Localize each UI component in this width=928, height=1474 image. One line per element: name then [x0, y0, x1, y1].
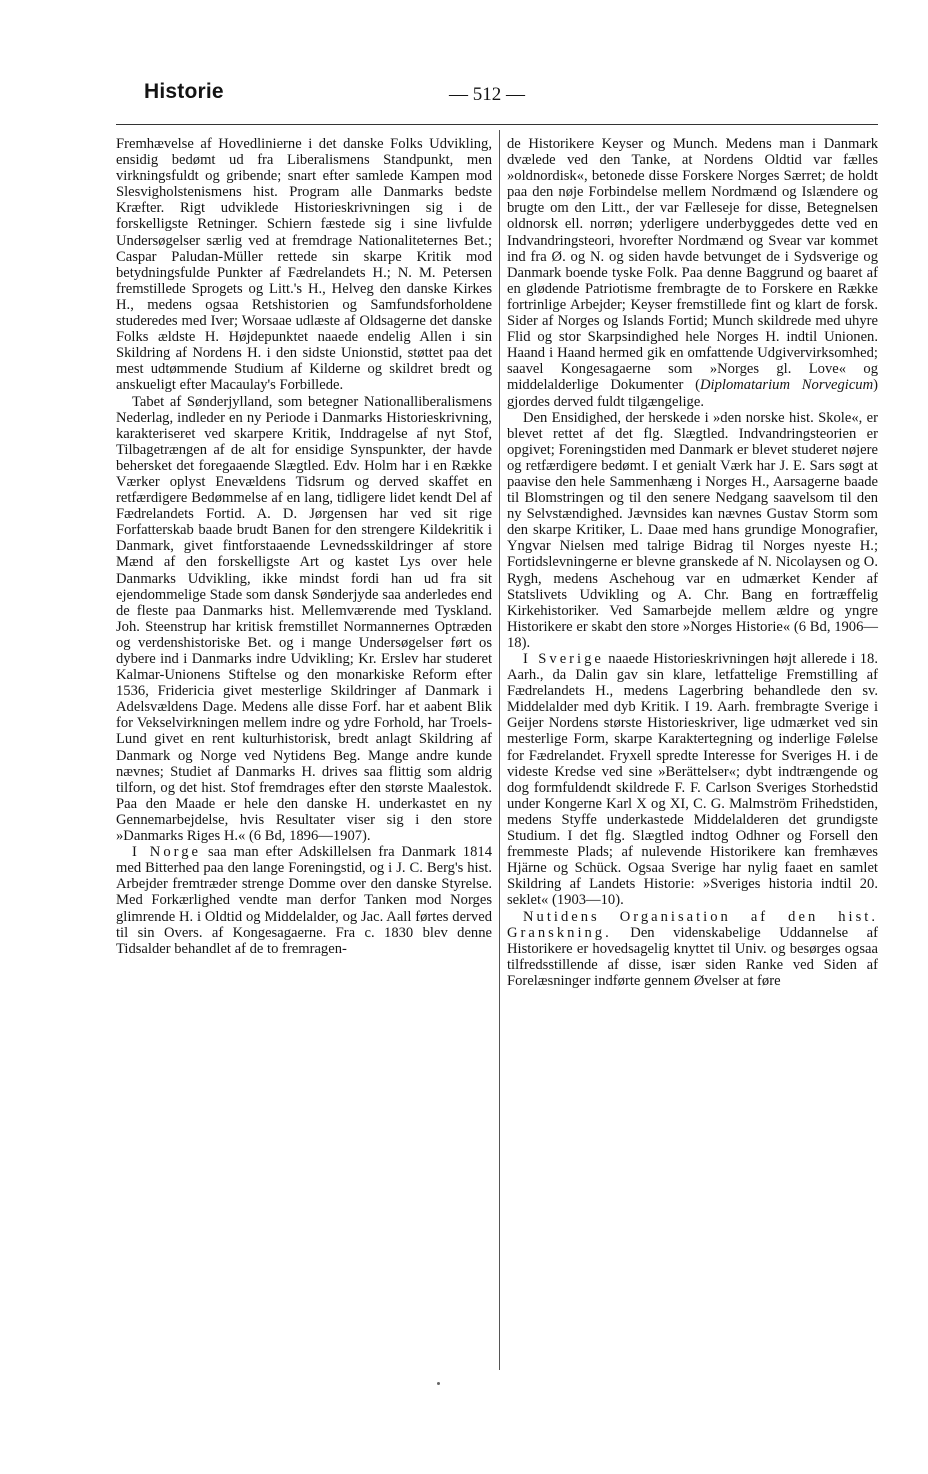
spaced-lead-word: I Sverige — [523, 651, 604, 667]
paragraph-text: Den videnskabelige Uddannelse af Historikere er hovedsagelig knyttet til Univ. og besørges ogsaa tilfredsstillende af disse, især siden Ranke ved Siden af Forelæsninger indførte gennem Øvelser at føre — [507, 924, 878, 989]
paragraph-text: ) gjordes derved fuldt tilgængelige. — [507, 377, 879, 410]
paragraph-text: naaede Historieskrivningen højt allerede i 18. Aarh., da Dalin gav sin klare, letfattelige Fremstilling af Fædrelandets H., medens Lagerbring behandlede den sv. Middelalder med dyb Kritik. I 19. Aarh. frembragte Sverige i Geijer Nordens største Historieskriver, lige udmærket ved sin mesterlige Form, skarpe Karaktertegning og inderlige Følelse for Fædrelandet. Fryxell spredte Interesse for Sveriges H. i de videste Kredse ved sine »Berättelser«; dybt indtrængende og dog formfuldendt skildrede F. F. Carlson Sveriges Storhedstid under Kongerne Karl X og XI, C. G. Malmström Frihedstiden, medens Styffe underkastede Middelalderen det grundigste Studium. I det flg. Slægtled indtog Odhner og Forsell den fremmeste Plads; af nulevende Historikere kan fremhæves Hjärne og Schück. Ogsaa Sverige har nylig faaet en samlet Skildring af Landets Historie: »Sveriges historia indtil 20. seklet« (1903—10). — [507, 651, 879, 909]
paragraph — [507, 651, 878, 909]
right-column — [507, 136, 878, 989]
paragraph: Fremhævelse af Hovedlinierne i det danske Folks Udvikling, ensidig bedømt ud fra Liberalismens Standpunkt, men virkningsfuldt og gribende; snart efter samlede Kampen mod Slesvigholstenismens hist. Program alle Danmarks bedste Kræfter. Rigt udviklede Historieskrivningen sig i de forskelligste Retninger. Schiern fæstede sig i sine livfulde Undersøgelser særlig ved at fremdrage Nationaliteternes Bet.; Caspar Paludan-Müller rettede sin skarpe Kritik mod betydningsfulde Punkter af Fædrelandets H.; N. M. Petersen fremstillede Sprogets og Litt.'s H., Helveg den danske Kirkes H., medens ogsaa Retshistorien og Samfundsforholdene studeredes med Iver; Worsaae udlæste af Oldsagerne det danske Folks ældste H. Højdepunktet naaede endelig Allen i sin Skildring af Nordens H. i den sidste Unionstid, støttet paa det mest udtømmende Studium af Kilderne og skildret bredt og anskueligt efter Macaulay's Forbillede. — [116, 136, 492, 394]
page-header — [144, 80, 879, 114]
paragraph — [507, 136, 878, 410]
left-column — [116, 136, 492, 957]
paragraph: Den Ensidighed, der herskede i »den norske hist. Skole«, er blevet rettet af det flg. Slægtled. Indvandringsteorien er opgivet; Foreningstiden med Danmark er blevet studeret nøjere og retfærdigere bedømt. I et genialt Værk har J. E. Sars søgt at paavise den hele Sammenhæng i Norges H., Aarsagerne baade til Blomstringen og til den senere Nedgang saavelsom til den ny Selvstændighed. Jævnsides kan nævnes Gustav Storm som den skarpe Kritiker, L. Daae med hans grundige Monografier, Yngvar Nielsen med talrige Bidrag til Norges nyeste H.; Fortidslevningerne er blevne granskede af N. Nicolaysen og O. Rygh, medens Aschehoug var en udmærket Kender af Statslivets Udvikling og A. Chr. Bang en fortræffelig Kirkehistoriker. Ved Samarbejde mellem ældre og yngre Historikere er skabt den store »Norges Historie« (6 Bd, 1906—18). — [507, 409, 878, 651]
page-number: — 512 — — [449, 84, 525, 105]
spaced-lead-word: I Norge — [132, 844, 202, 861]
paragraph — [116, 844, 492, 957]
paragraph-text: de Historikere Keyser og Munch. Medens man i Danmark dvælede ved den Tanke, at Nordens Oldtid var fælles »oldnordisk«, betonede disse Forskere Norges Særret; de holdt paa den nøje Forbindelse mellem Nordmænd og Islændere og brugte om den Litt., der var Fælleseje for disse, Betegnelsen oldnorsk ell. norrøn; yderligere underbyggedes dette ved en Indvandringsteori, hvorefter Nordmænd og Svear var kommet ind fra Ø. og N. og siden havde betvunget de i Sydsverige og Danmark boende tyske Folk. Paa denne Baggrund og baaret af en glødende Patriotisme frembragte de to Forskere en Række fortrinlige Arbejder; Keyser fremstillede fint og klart de forsk. Sider af Norges og Islands Fortid; Munch skildrede med uhyre Flid og stor Skarpsindighed hele Norges H. indtil Unionen. Haand i Haand hermed gik en omfattende Udgivervirksomhed; saavel Kongesagaerne som »Norges gl. Love« og middelalderlige Dokumenter ( — [507, 136, 878, 394]
section-title: Historie — [144, 80, 224, 103]
paragraph-text: saa man efter Adskillelsen fra Danmark 1814 med Bitterhed paa den lange Foreningstid, og i J. C. Berg's hist. Arbejder fremtræder strenge Domme over den danske Styrelse. Med Forkærlighed vendte man derfor Tanken mod Norges glimrende H. i Oldtid og Middelalder, og Jac. Aall førtes derved til sin Overs. af Kongesagaerne. Fra c. 1830 blev denne Tidsalder behandlet af de to fremragen- — [116, 844, 492, 957]
print-speck — [437, 1382, 440, 1385]
spaced-lead-word: Nutidens Organisation af den hist. Granskning. — [507, 908, 878, 941]
paragraph: Tabet af Sønderjylland, som betegner Nationalliberalismens Nederlag, indleder en ny Periode i Danmarks Historieskrivning, karakteriseret ved skarpere Kritik, Inddragelse af nyt Stof, Tilbagetrængen af de alt for ensidige Synspunkter, der havde behersket det foregaaende Slægtled. Edv. Holm har i en Række Værker oplyst Enevældens Tidsrum og derved skaffet en retfærdigere Bedømmelse af en lang, tidligere lidet kendt Del af Fædrelandets Fortid. A. D. Jørgensen har ved sit rige Forfatterskab baade brudt Banen for den strengere Kildekritik i Danmark, givet fintforstaaende Levnedsskildringer af store Mænd af den forskelligste Art og kastet Lys over hele Danmarks Udvikling, ikke mindst fordi han ud fra sit ejendommelige Stade som dansk Sønderjyde saa anderledes end de fleste paa Danmarks hist. Mellemværende med Tyskland. Joh. Steenstrup har kritisk fremstillet Normannernes Optræden og verdenshistoriske Bet. og i mange Undersøgelser ført os dybere ind i Danmarks indre Udvikling; Kr. Erslev har studeret Kalmar-Unionens Stiftelse og den monarkiske Reform efter 1536, Fridericia givet mesterlige Skildringer af Danmark i Adelsvældens Dage. Medens alle disse Forf. har et aabent Blik for Vekselvirkningen mellem indre og ydre Forhold, har Troels-Lund givet en rent kulturhistorisk, bredt anlagt Skildring af Danmark og Norge ved Nytidens Beg. Mange andre kunde nævnes; Studiet af Danmarks H. drives saa flittig som aldrig tilforn, og det hist. Stof fremdrages efter den største Maalestok. Paa den Maade er hele den danske H. underkastet en ny Gennemarbejdelse, hvis Resultater viser sig i den store »Danmarks Riges H.« (6 Bd, 1896—1907). — [116, 393, 492, 845]
italic-title: Diplomatarium Norvegicum — [700, 377, 874, 394]
column-divider — [499, 130, 500, 1370]
header-rule — [116, 124, 878, 125]
paragraph — [507, 909, 878, 989]
